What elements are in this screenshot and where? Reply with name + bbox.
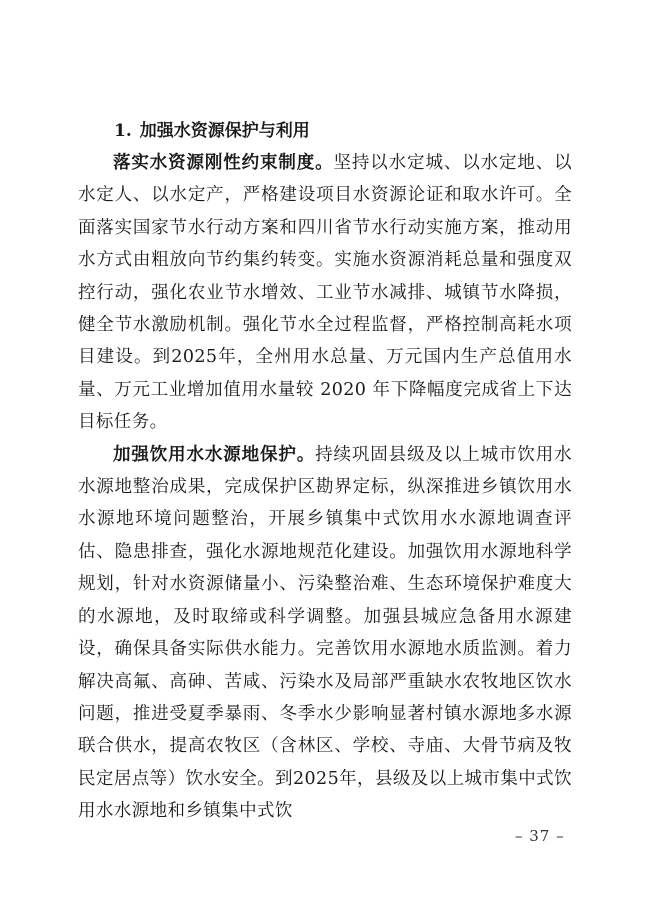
page-number: – 37 –: [515, 827, 565, 845]
paragraph-lead: 落实水资源刚性约束制度。: [113, 153, 334, 173]
section-number: 1.: [114, 121, 132, 141]
paragraph-lead: 加强饮用水水源地保护。: [113, 444, 316, 465]
paragraph-body: 持续巩固县级及以上城市饮用水水源地整治成果，完成保护区勘界定标，纵深推进乡镇饮用水水源地环境问题整治，开展乡镇集中式饮用水水源地调查评估、隐患排查，强化水源地规范化建设。加强饮用水源地科学规划，针对水资源储量小、污染整治难、生态环境保护难度大的水源地，及时取缔或科学调整。加强县城应急备用水源建设，确保具备实际供水能力。完善饮用水源地水质监测。着力解决高氟、高砷、苦咸、污染水及局部严重缺水农牧地区饮水问题，推进受夏季暴雨、冬季水少影响显著村镇水源地多水源联合供水，提高农牧区（含林区、学校、寺庙、大骨节病及牧民定居点等）饮水安全。到2025年，县级及以上城市集中式饮用水水源地和乡镇集中式饮: [78, 444, 572, 822]
section-heading: [114, 115, 572, 147]
paragraph-drinking-water: [78, 439, 572, 828]
paragraph-water-constraint: [78, 147, 572, 439]
page-content: [78, 115, 572, 828]
section-title: 加强水资源保护与利用: [139, 121, 310, 141]
paragraph-body: 坚持以水定城、以水定地、以水定人、以水定产，严格建设项目水资源论证和取水许可。全面落实国家节水行动方案和四川省节水行动实施方案，推动用水方式由粗放向节约集约转变。实施水资源消耗总量和强度双控行动，强化农业节水增效、工业节水减排、城镇节水降损，健全节水激励机制。强化节水全过程监督，严格控制高耗水项目建设。到2025年，全州用水总量、万元国内生产总值用水量、万元工业增加值用水量较 2020 年下降幅度完成省上下达目标任务。: [78, 153, 572, 433]
